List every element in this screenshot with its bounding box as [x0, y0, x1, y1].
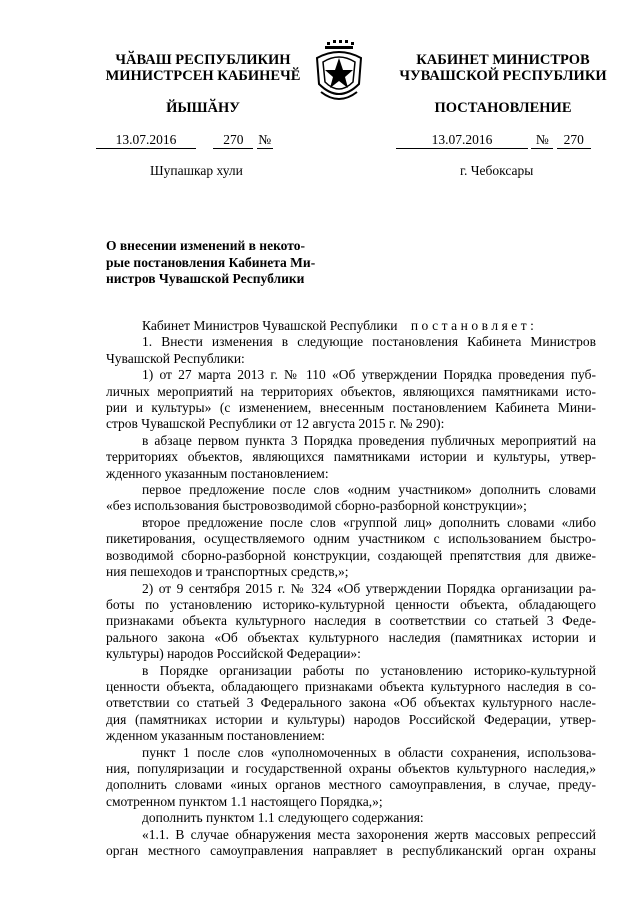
- left-number-sign: №: [258, 132, 272, 147]
- body-line: ния пешеходов и транспортных средств,»;: [106, 564, 349, 580]
- body-line: смотренном пунктом 1.1 настоящего Порядка,»;: [106, 793, 383, 809]
- body-line: «без использования быстровозводимой сборно-разборной конструкции»;: [106, 498, 527, 514]
- body-line: Чувашской Республики:: [106, 350, 245, 366]
- body-line: в Порядке организации работы по установлению историко-культурной: [142, 662, 596, 678]
- subject-title: [106, 238, 336, 288]
- left-number-line: [96, 132, 273, 149]
- body-line: боты по установлению историко-культурной ценности объекта, обладающего: [106, 596, 596, 612]
- body-line: ценности объекта, обладающего признаками объекта культурного наследия в со-: [106, 678, 596, 694]
- body-line: 1) от 27 марта 2013 г. № 110 «Об утверждении Порядка проведения пуб-: [142, 367, 596, 383]
- body-line: пикетирования, осуществляемого одним участником с использованием быстро-: [106, 531, 596, 547]
- right-number-sign: №: [531, 132, 553, 149]
- right-doc-type: ПОСТАНОВЛЕНИЕ: [434, 100, 572, 116]
- left-number: 270: [213, 132, 253, 149]
- body-line: рального закона «Об объектах культурного наследия (памятниках истории и: [106, 629, 596, 645]
- body-line: признаками объекта культурного наследия в соответствии со статьей 3 Феде-: [106, 613, 596, 629]
- right-number-line: [396, 132, 591, 149]
- body-line: дополнить словами «иных органов местного самоуправления, в случае, преду-: [106, 777, 596, 793]
- subject-line: нистров Чувашской Республики: [106, 271, 305, 286]
- left-header-line1: ЧӐВАШ РЕСПУБЛИКИН: [115, 52, 291, 68]
- body-line: орган местного самоуправления направляет в республиканский орган охраны: [106, 843, 596, 858]
- opening-line: [106, 318, 596, 334]
- body-line: дополнить пунктом 1.1 следующего содержания:: [142, 810, 424, 826]
- body-line: территориях объектов, являющихся памятниками истории и культуры, утвер-: [106, 449, 596, 465]
- body-line: 1. Внести изменения в следующие постановления Кабинета Министров: [142, 334, 596, 350]
- left-doc-type: ЙЫШӐНУ: [166, 100, 240, 116]
- body-line: дия (памятниках истории и культуры) народов Российской Федерации, утвер-: [106, 711, 596, 727]
- right-header: [388, 52, 618, 84]
- subject-line: О внесении изменений в некото-: [106, 238, 305, 253]
- body-line: пункт 1 после слов «уполномоченных в области сохранения, использова-: [142, 744, 596, 760]
- opening-lead: Кабинет Министров Чувашской Республики: [142, 318, 398, 333]
- left-city: Шупашкар хули: [150, 163, 243, 178]
- body-line: ответствии со статьей 3 Федерального закона «Об объектах культурного насле-: [106, 695, 596, 711]
- body-line: первое предложение после слов «одним участником» дополнить словами: [142, 482, 596, 498]
- right-city: г. Чебоксары: [460, 163, 534, 178]
- right-date: 13.07.2016: [396, 132, 528, 149]
- body-line: второе предложение после слов «группой лиц» дополнить словами «либо: [142, 514, 596, 530]
- body-line: личных мероприятий на территориях объектов, являющихся памятниками исто-: [106, 383, 596, 399]
- right-number: 270: [557, 132, 591, 149]
- right-header-line2: ЧУВАШСКОЙ РЕСПУБЛИКИ: [399, 68, 607, 84]
- body-line: в абзаце первом пункта 3 Порядка проведения публичных мероприятий на: [142, 432, 596, 448]
- body-line: культуры) народов Российской Федерации»:: [106, 646, 361, 662]
- body-line: стров Чувашской Республики от 12 августа 2015 г. № 290):: [106, 416, 445, 432]
- body-line: возводимой сборно-разборной конструкции, создающей препятствия для движе-: [106, 547, 596, 563]
- right-header-line1: КАБИНЕТ МИНИСТРОВ: [416, 52, 590, 68]
- body-line: жденном указанным постановлением:: [106, 728, 325, 744]
- subject-line: рые постановления Кабинета Ми-: [106, 254, 316, 270]
- body-line: жденного указанным постановлением:: [106, 465, 329, 481]
- emblem-icon: [313, 40, 365, 106]
- body-line: «1.1. В случае обнаружения места захоронения жертв массовых репрессий: [142, 826, 596, 842]
- body-line: 2) от 9 сентября 2015 г. № 324 «Об утверждении Порядка организации ра-: [142, 580, 596, 596]
- left-date: 13.07.2016: [96, 132, 196, 149]
- left-header-line2: МИНИСТРСЕН КАБИНЕЧӖ: [105, 68, 301, 84]
- opening-verb: постановляет:: [410, 318, 538, 333]
- body-line: ния, популяризации и государственной охраны объектов культурного наследия,»: [106, 760, 596, 776]
- body-line: рии и культуры» (с изменением, внесенным постановлением Кабинета Мини-: [106, 400, 596, 416]
- left-header: [88, 52, 318, 84]
- document-body: [106, 318, 596, 859]
